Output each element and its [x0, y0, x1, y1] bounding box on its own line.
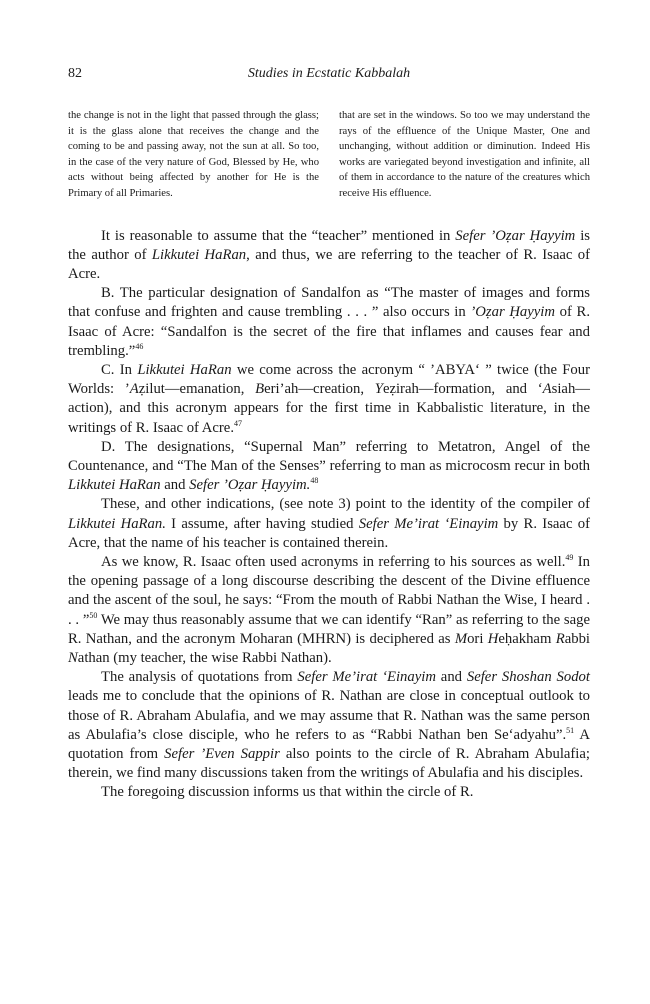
text-run: is the author of [68, 227, 591, 263]
text-run: A quotation from [68, 726, 590, 763]
italic-text: Sefer ’Oẓar Ḥayyim. [189, 477, 311, 494]
italic-text: Sefer Me’irat ‘Einayim [358, 515, 499, 532]
body-paragraph [68, 783, 590, 802]
italic-text: ’Oẓar Ḥayyim [470, 304, 555, 321]
page-number: 82 [68, 66, 82, 81]
text-run: leads me to conclude that the opinions of R. Nathan are close in conceptual outlook to those of R. Abraham Abulafia, and we may assume that R. Nathan was the same person as Abulafia’s close disciple, who he refers to as “Rabbi Nathan ben Se‘adyahu”. [68, 688, 590, 743]
italic-text: B [255, 381, 265, 398]
text-run: B. The particular designation of Sandalfon as “The master of images and forms that confuse and frighten and cause trembling . . . ” also occurs in [68, 285, 590, 321]
body-paragraph [68, 668, 590, 783]
italic-text: M [454, 630, 468, 647]
text-run: also points to the circle of R. Abraham Abulafia; therein, we find many discussions taken from the writings of Abulafia and his disciples. [68, 746, 590, 782]
text-run: by R. Isaac of Acre, that the name of his teacher is contained therein. [68, 515, 591, 551]
quote-column-right: that are set in the windows. So too we may understand the rays of the effluence of the Unique Master, One and unchanging, without addition or diminution. Indeed His works are variegated beyond investigation and infinite, all of them in accordance to the nature of the creatures which receive His effluence. [339, 110, 590, 199]
text-run: abbi [564, 630, 590, 647]
italic-text: Sefer ’Oẓar Ḥayyim [455, 227, 576, 244]
footnote-marker: 49 [565, 553, 574, 563]
running-head [68, 66, 590, 88]
text-run: of R. Isaac of Acre: “Sandalfon is the secret of the fire that inflames and causes fear and trembling.” [68, 304, 591, 359]
footnote-marker: 50 [89, 610, 98, 620]
italic-text: Likkutei HaRan [68, 477, 161, 494]
text-run: As we know, R. Isaac often used acronyms in referring to his sources as well. [101, 554, 566, 571]
quote-column-left: the change is not in the light that passed through the glass; it is the glass alone that receives the change and the coming to be and passing away, not the sun at all. So too, in the case of the very nature of God, Blessed by He, who acts without being affected by another for He is the Primary of all Primaries. [68, 110, 319, 199]
italic-text: Sefer ’Even Sappir [164, 746, 280, 763]
italic-text: H [487, 630, 499, 647]
italic-text: Likkutei HaRan [151, 246, 247, 263]
text-run: C. In [101, 361, 138, 378]
italic-text: Sefer Me’irat ‘Einayim [297, 669, 436, 686]
running-title: Studies in Ecstatic Kabbalah [247, 66, 411, 81]
text-run: eḥakham [498, 630, 556, 647]
footnote-marker: 47 [234, 418, 243, 428]
text-run: It is reasonable to assume that the “teacher” mentioned in [101, 227, 456, 244]
italic-text: A [542, 381, 552, 398]
italic-text: A [129, 381, 139, 398]
text-run: eri’ah—creation, [264, 381, 375, 398]
body-text [68, 227, 590, 803]
italic-text: Sefer Shoshan Sodot [466, 669, 590, 686]
text-run: eẓirah—formation, and ‘ [382, 381, 543, 398]
text-run: In the opening passage of a long discourse describing the descent of the Divine effluence and the ascent of the soul, he says: “From the mouth of Rabbi Nathan the Wise, I heard . . . ” [68, 554, 590, 628]
block-quote [68, 108, 590, 202]
italic-text: Likkutei HaRan [137, 361, 232, 378]
footnote-marker: 51 [566, 725, 575, 735]
body-paragraph [68, 553, 590, 668]
italic-text: R [555, 630, 565, 647]
book-page [68, 66, 590, 803]
body-paragraph [68, 438, 590, 496]
text-run: siah—action), and this acronym appears for the first time in Kabbalistic literature, in the writings of R. Isaac of Acre. [68, 381, 590, 436]
text-run: athan (my teacher, the wise Rabbi Nathan). [77, 650, 332, 667]
text-run: and [435, 669, 467, 686]
body-paragraph [68, 495, 590, 553]
italic-text: Y [374, 381, 383, 398]
text-run: ẓilut—emanation, [138, 381, 256, 398]
italic-text: N [68, 650, 78, 667]
text-run: , and thus, we are referring to the teacher of R. Isaac of Acre. [68, 246, 591, 282]
text-run: The analysis of quotations from [101, 669, 298, 686]
text-run: These, and other indications, (see note 3) point to the identity of the compiler of [101, 496, 590, 513]
text-run: we come across the acronym “ ’ABYA‘ ” twice (the Four Worlds: ’ [68, 361, 591, 398]
footnote-marker: 46 [135, 341, 144, 351]
text-run: We may thus reasonably assume that we can identify “Ran” as referring to the sage R. Nathan, and the acronym Moharan (MHRN) is deciphered as [68, 611, 590, 647]
text-run: D. The designations, “Supernal Man” referring to Metatron, Angel of the Countenance, and “The Man of the Senses” referring to man as microcosm recur in both [68, 438, 590, 474]
body-paragraph [68, 361, 590, 438]
text-run: and [160, 477, 190, 494]
footnote-marker: 48 [310, 476, 319, 486]
text-run: I assume, after having studied [165, 515, 359, 532]
text-run: ori [467, 630, 488, 647]
body-paragraph [68, 284, 590, 361]
italic-text: Likkutei HaRan. [68, 515, 166, 532]
text-run: The foregoing discussion informs us that within the circle of R. [101, 784, 474, 801]
body-paragraph [68, 227, 590, 285]
